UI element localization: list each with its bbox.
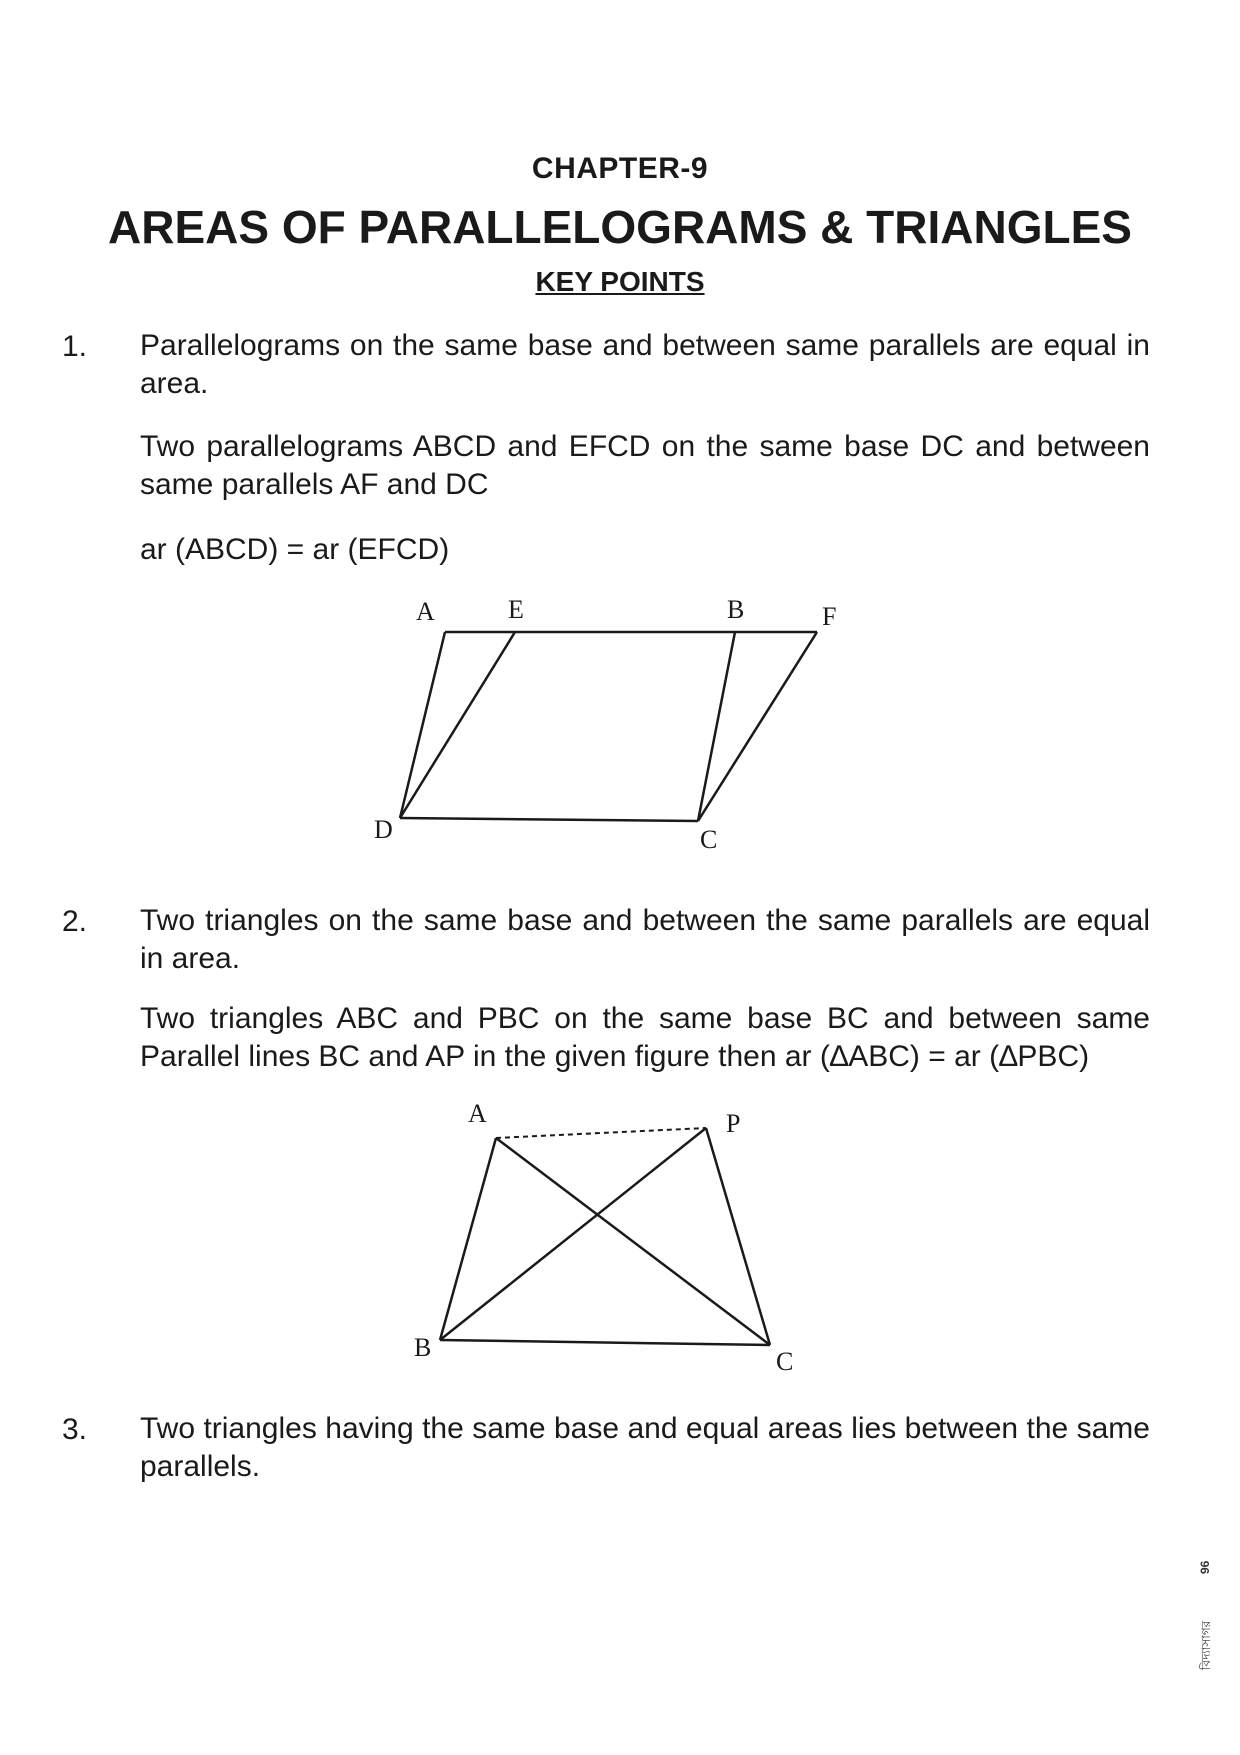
parallelogram-figure: [360, 590, 860, 860]
chapter-heading: CHAPTER-9: [531, 152, 709, 185]
point-1-explanation: Two parallelograms ABCD and EFCD on the same base DC and between same parallels AF and DC: [140, 430, 1150, 501]
label-f: F: [822, 602, 837, 631]
point-2-statement: Two triangles on the same base and between the same parallels are equal in area.: [140, 904, 1150, 975]
label-c: C: [700, 825, 718, 854]
label-b: B: [727, 595, 745, 624]
margin-mark-1: 96: [1198, 1560, 1212, 1574]
margin-mark-2: বিদ্যাসাগর: [1199, 1620, 1213, 1670]
line-dc: [400, 818, 698, 821]
line-ap-dashed: [496, 1128, 706, 1138]
line-pc: [706, 1128, 770, 1345]
label-a: A: [468, 1099, 487, 1128]
point-1-statement: Parallelograms on the same base and between same parallels are equal in area.: [140, 329, 1150, 400]
page-title: AREAS OF PARALLELOGRAMS & TRIANGLES: [108, 201, 1132, 253]
line-ed: [400, 632, 515, 818]
point-2-number: 2.: [62, 905, 88, 938]
line-ab: [440, 1138, 496, 1340]
line-ac: [496, 1138, 770, 1345]
point-1-number: 1.: [62, 330, 88, 363]
label-b: B: [414, 1333, 432, 1362]
section-subtitle: KEY POINTS: [535, 266, 705, 297]
point-3-statement: Two triangles having the same base and equal areas lies between the same parallels.: [140, 1412, 1150, 1483]
triangles-figure: [400, 1100, 820, 1380]
line-pb: [440, 1128, 706, 1340]
label-d: D: [374, 815, 393, 844]
line-bc: [440, 1340, 770, 1345]
label-a: A: [416, 597, 435, 626]
margin-marks: [1180, 1540, 1240, 1680]
label-c: C: [776, 1347, 794, 1376]
point-3-number: 3.: [62, 1413, 88, 1446]
label-p: P: [726, 1109, 741, 1138]
line-ad: [400, 632, 445, 818]
point-2-explanation: Two triangles ABC and PBC on the same base BC and between same Parallel lines BC and AP in the given figure then ar (∆ABC) = ar (∆PBC): [140, 1002, 1150, 1073]
point-1-formula: ar (ABCD) = ar (EFCD): [140, 533, 450, 566]
label-e: E: [508, 595, 524, 624]
